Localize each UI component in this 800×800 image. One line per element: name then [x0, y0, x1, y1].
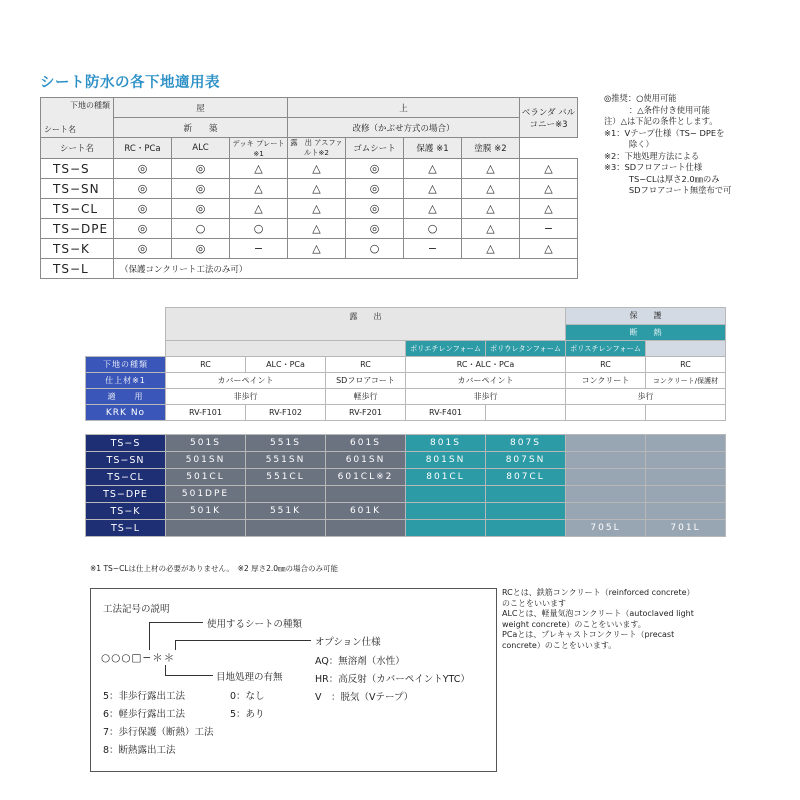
method-code-cell: 501K — [166, 503, 246, 520]
blank-cell — [86, 308, 166, 357]
rating-cell: ◎ — [114, 219, 172, 239]
note-line: ※2：下地処理方法による — [604, 150, 700, 161]
protection-blank — [646, 341, 726, 357]
spacer-row — [86, 421, 726, 435]
subheader-cell: ALC — [172, 138, 230, 159]
method-code-cell — [246, 486, 326, 503]
note-line: ※3：SDフロアコート仕様 — [604, 162, 703, 172]
rating-cell: △ — [404, 179, 462, 199]
corner-bottom-label: シート名 — [44, 125, 76, 134]
sheet-name: TS−K — [41, 239, 114, 259]
subheader-cell: デッキ プレート※1 — [230, 138, 288, 159]
option-hr: HR：高反射（カバーペイントYTC） — [315, 674, 470, 685]
roof-header-2: 上 — [288, 98, 520, 118]
table-row — [41, 199, 578, 219]
rating-cell: △ — [520, 199, 578, 219]
foam-pe: ポリエチレンフォーム — [406, 341, 486, 357]
method-code-cell: 807S — [486, 435, 566, 452]
cell: ALC・PCa — [246, 357, 326, 373]
cell: コンクリート/保護材 — [646, 373, 726, 389]
subheader-cell: RC・PCa — [114, 138, 172, 159]
option-label: オプション仕様 — [315, 637, 381, 648]
rating-cell: △ — [520, 179, 578, 199]
table-row — [86, 503, 726, 520]
method-code-cell: 501S — [166, 435, 246, 452]
table-row — [41, 159, 578, 179]
joint-0: 0：なし — [230, 691, 265, 702]
method-code-cell — [566, 452, 646, 469]
legend-heading: 工法記号の説明 — [103, 604, 170, 615]
rating-cell: △ — [230, 159, 288, 179]
connector-line — [165, 665, 166, 675]
new-construction-header: 新 築 — [114, 118, 288, 138]
sheet-name: TS−L — [41, 259, 114, 279]
page-title: シート防水の各下地適用表 — [40, 75, 220, 91]
method-code-cell — [646, 486, 726, 503]
insulation-header: 断 熱 — [566, 324, 726, 341]
rating-cell: ○ — [404, 219, 462, 239]
table-footnote: ※1 TS−CLは仕上材の必要がありません。 ※2 厚さ2.0㎜の場合のみ可能 — [90, 564, 339, 573]
subheader-row — [41, 138, 578, 159]
cell: SDフロアコート — [326, 373, 406, 389]
cell: 非歩行 — [406, 389, 566, 405]
exposed-blank — [166, 341, 406, 357]
method-code-cell — [486, 520, 566, 537]
note-line: 注）△は下記の条件とします。 — [604, 116, 718, 126]
foam-ps: ポリスチレンフォーム — [566, 341, 646, 357]
row-label: 適 用 — [86, 389, 166, 405]
method-code-cell: 807SN — [486, 452, 566, 469]
method-code-cell — [486, 503, 566, 520]
legend-notes — [604, 93, 794, 197]
definition-line: RCとは、鉄筋コンクリート（reinforced concrete） — [502, 588, 695, 597]
rating-cell: ◎ — [114, 239, 172, 259]
table-row — [86, 373, 726, 389]
renovation-header: 改修（かぶせ方式の場合） — [288, 118, 520, 138]
rating-cell: △ — [520, 159, 578, 179]
rating-cell: △ — [288, 199, 346, 219]
cell: カバーペイント — [166, 373, 326, 389]
rating-cell: ○ — [172, 219, 230, 239]
method-code-cell — [406, 503, 486, 520]
foam-pu: ポリウレタンフォーム — [486, 341, 566, 357]
rating-cell: △ — [462, 219, 520, 239]
rating-cell: △ — [288, 179, 346, 199]
sheet-name: TS−S — [86, 435, 166, 452]
cell: RV-F401 — [406, 405, 486, 421]
table-row — [86, 435, 726, 452]
rating-cell: ◎ — [346, 199, 404, 219]
sheet-type-label: 使用するシートの種類 — [207, 619, 303, 630]
rating-cell: ◎ — [172, 239, 230, 259]
note-line: SDフロアコート無塗布で可 — [604, 185, 732, 195]
note-line: ◎推奨：○使用可能 — [604, 93, 677, 103]
table-row — [86, 452, 726, 469]
method-code-cell — [646, 452, 726, 469]
rating-cell: △ — [462, 179, 520, 199]
table-row — [86, 486, 726, 503]
method-code-cell — [566, 503, 646, 520]
connector-line — [165, 675, 213, 676]
cell: RC — [646, 357, 726, 373]
method-code-cell — [566, 469, 646, 486]
material-definitions — [502, 588, 772, 651]
rating-cell: − — [230, 239, 288, 259]
cell: 非歩行 — [166, 389, 326, 405]
row-label: KRK No — [86, 405, 166, 421]
rating-cell: ◎ — [114, 179, 172, 199]
cell: RC・ALC・PCa — [406, 357, 566, 373]
method-code-cell: 801CL — [406, 469, 486, 486]
method-code-cell — [566, 435, 646, 452]
method-code-cell: 807CL — [486, 469, 566, 486]
note-line: ：△条件付き使用可能 — [604, 104, 710, 115]
cell: カバーペイント — [406, 373, 566, 389]
rating-cell: △ — [462, 199, 520, 219]
cell: RV-F102 — [246, 405, 326, 421]
sheet-name: TS−SN — [41, 179, 114, 199]
method-code-cell — [646, 469, 726, 486]
method-code-cell: 551K — [246, 503, 326, 520]
rating-cell: ◎ — [172, 179, 230, 199]
method-code-cell: 551S — [246, 435, 326, 452]
method-code-cell — [646, 503, 726, 520]
rating-cell: ◎ — [172, 159, 230, 179]
method-code-cell: 501SN — [166, 452, 246, 469]
roof-header: 屋 — [114, 98, 288, 118]
rating-cell: △ — [462, 159, 520, 179]
option-v: V ：脱気（Vテープ） — [315, 692, 414, 703]
rating-cell: ○ — [346, 239, 404, 259]
table-row — [41, 179, 578, 199]
connector-line — [149, 622, 150, 650]
rating-cell: ◎ — [346, 159, 404, 179]
protection-header: 保 護 — [566, 308, 726, 325]
table-row — [41, 219, 578, 239]
rating-cell: △ — [404, 199, 462, 219]
method-code-cell — [326, 486, 406, 503]
sheet-name: TS−CL — [41, 199, 114, 219]
method-code-cell: 551CL — [246, 469, 326, 486]
row-label: 仕上材※1 — [86, 373, 166, 389]
cell — [646, 405, 726, 421]
connector-line — [149, 622, 203, 623]
note-line: ※1：Vテープ仕様（TS− DPEを — [604, 127, 725, 138]
method-code-cell: 705L — [566, 520, 646, 537]
cell: RC — [166, 357, 246, 373]
method-code: ○○○□−＊＊ — [101, 652, 176, 664]
table-row — [41, 239, 578, 259]
exposed-header: 露 出 — [166, 308, 566, 341]
cell: RV-F101 — [166, 405, 246, 421]
definition-line: PCaとは、プレキャストコンクリート（precast — [502, 630, 675, 639]
rating-cell: △ — [404, 159, 462, 179]
cell: RC — [326, 357, 406, 373]
cell: 軽歩行 — [326, 389, 406, 405]
method-code-cell — [246, 520, 326, 537]
table-row — [86, 389, 726, 405]
connector-line — [175, 640, 311, 641]
sheet-name: TS−DPE — [41, 219, 114, 239]
rating-cell: ◎ — [346, 219, 404, 239]
rating-cell: △ — [288, 159, 346, 179]
method-code-cell: 501DPE — [166, 486, 246, 503]
table-row — [86, 405, 726, 421]
method-code-cell: 701L — [646, 520, 726, 537]
table-row — [86, 357, 726, 373]
cell: RV-F201 — [326, 405, 406, 421]
definition-line: weight concrete）のことをいいます。 — [502, 619, 646, 629]
sheet-name: TS−S — [41, 159, 114, 179]
note-line: TS−CLは厚さ2.0㎜のみ — [604, 173, 720, 184]
rating-cell: △ — [230, 179, 288, 199]
table-row — [86, 520, 726, 537]
cell — [486, 405, 566, 421]
connector-line — [175, 640, 176, 650]
rating-cell: − — [404, 239, 462, 259]
table-row — [41, 259, 578, 279]
method-7: 7：歩行保護（断熱）工法 — [103, 727, 214, 738]
joint-label: 目地処理の有無 — [216, 672, 283, 683]
definition-line: ALCとは、軽量気泡コンクリート（autoclaved light — [502, 609, 694, 618]
method-8: 8：断熱露出工法 — [103, 745, 176, 756]
sheet-name: TS−CL — [86, 469, 166, 486]
sheet-name: TS−DPE — [86, 486, 166, 503]
rating-cell: △ — [520, 239, 578, 259]
method-code-cell — [326, 520, 406, 537]
construction-method-table — [85, 307, 726, 537]
subheader-cell: 保護 ※1 — [404, 138, 462, 159]
cell: コンクリート — [566, 373, 646, 389]
table-row — [86, 469, 726, 486]
corner-header — [41, 98, 114, 138]
subheader-cell: 塗膜 ※2 — [462, 138, 520, 159]
substrate-compatibility-table — [40, 97, 578, 279]
veranda-header: ベランダ バルコニー※3 — [520, 98, 578, 138]
method-code-cell: 601SN — [326, 452, 406, 469]
method-6: 6：軽歩行露出工法 — [103, 709, 186, 720]
cell: 歩行 — [566, 389, 726, 405]
rating-cell: ◎ — [114, 159, 172, 179]
method-code-cell: 801SN — [406, 452, 486, 469]
rating-cell: ○ — [230, 219, 288, 239]
method-code-cell: 601S — [326, 435, 406, 452]
row-label: 下地の種類 — [86, 357, 166, 373]
method-code-cell — [646, 435, 726, 452]
definition-line: のことをいいます — [502, 598, 566, 608]
method-code-cell: 801S — [406, 435, 486, 452]
method-code-cell — [166, 520, 246, 537]
rating-cell: △ — [288, 219, 346, 239]
note-line: 除く） — [604, 139, 654, 149]
method-code-cell: 551SN — [246, 452, 326, 469]
method-code-cell — [406, 486, 486, 503]
joint-5: 5：あり — [230, 709, 265, 720]
rating-cell: ◎ — [346, 179, 404, 199]
method-code-cell: 601K — [326, 503, 406, 520]
sheet-name: TS−L — [86, 520, 166, 537]
rating-cell: ◎ — [114, 199, 172, 219]
rating-cell: △ — [462, 239, 520, 259]
method-code-cell — [566, 486, 646, 503]
subheader-cell: ゴムシート — [346, 138, 404, 159]
method-code-cell: 501CL — [166, 469, 246, 486]
subheader-cell: 露 出 アスファルト※2 — [288, 138, 346, 159]
method-code-cell: 601CL※2 — [326, 469, 406, 486]
rating-cell: △ — [288, 239, 346, 259]
method-5: 5：非歩行露出工法 — [103, 691, 186, 702]
method-code-cell — [406, 520, 486, 537]
method-code-cell — [486, 486, 566, 503]
option-aq: AQ：無溶剤（水性） — [315, 656, 405, 667]
sheet-name-header: シート名 — [41, 138, 114, 159]
corner-top-label: 下地の種類 — [70, 101, 110, 110]
rating-cell: ◎ — [172, 199, 230, 219]
definition-line: concrete）のことをいいます。 — [502, 640, 617, 650]
rating-cell: △ — [230, 199, 288, 219]
cell: RC — [566, 357, 646, 373]
sheet-name: TS−K — [86, 503, 166, 520]
cell — [566, 405, 646, 421]
ts-l-note: （保護コンクリート工法のみ可） — [114, 259, 578, 279]
sheet-name: TS−SN — [86, 452, 166, 469]
method-code-legend — [90, 588, 497, 772]
rating-cell: − — [520, 219, 578, 239]
